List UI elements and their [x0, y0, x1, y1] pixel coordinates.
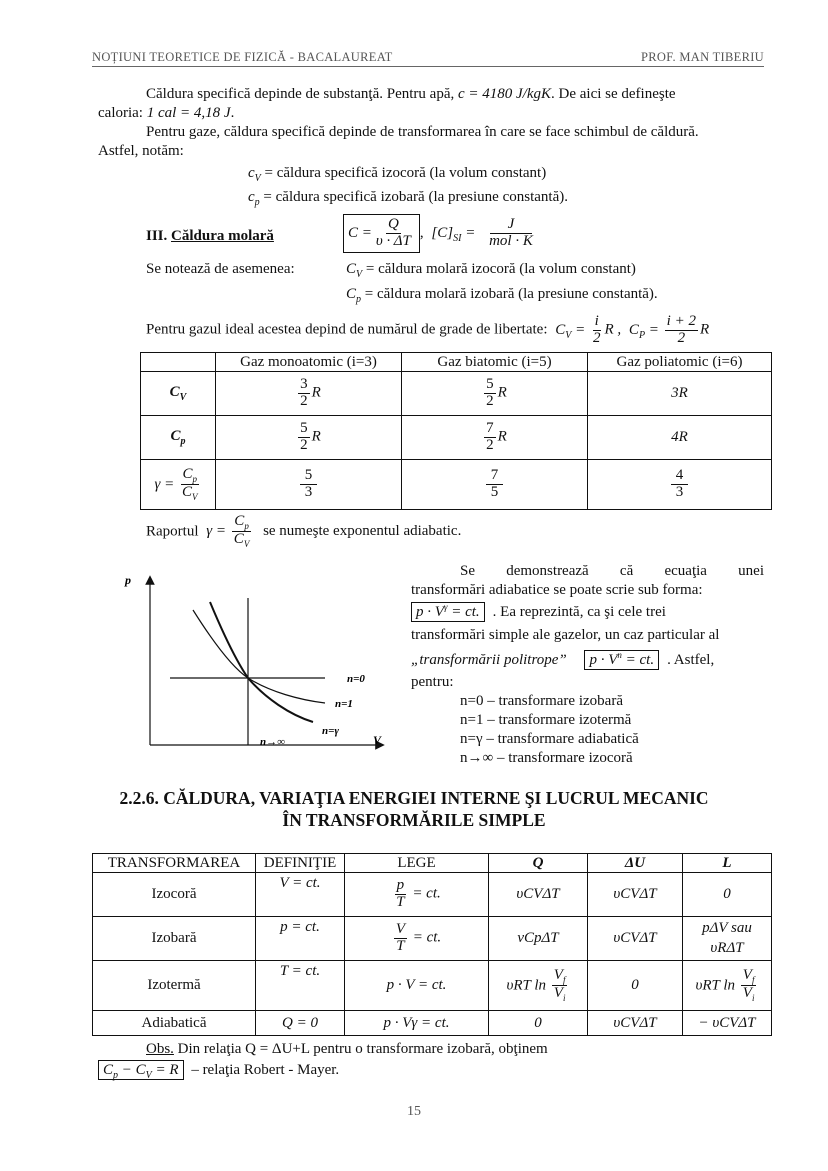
- table-row: $C_p$ $\frac{5}{2}$ R $\frac{7}{2}$ R 4R: [141, 416, 772, 460]
- graph-label-n0: n=0: [347, 673, 365, 685]
- simple-transformations-table: [92, 853, 772, 1036]
- intro-line-3: Pentru gaze, căldura specifică depinde de transformarea în care se face schimbul de căldură.: [146, 124, 699, 140]
- molar-cv-definition: $C_V$ = căldura molară izocoră (la volum constant): [346, 261, 636, 280]
- intro-line-1: Căldura specifică depinde de substanţă. Pentru apă, c = 4180 J/kgK. De aici se defineşte: [146, 86, 676, 102]
- molar-heat-formula: C = $\frac{Q}{\upsilon \cdot \Delta T}$ , $[C]_{SI}$ = $\frac{J}{\text{mol · K}}$: [343, 214, 537, 253]
- page-number: 15: [407, 1104, 421, 1119]
- col-l: L: [683, 854, 772, 873]
- adiabatic-p1: Se demonstrează că ecuaţia unei: [460, 563, 764, 579]
- ideal-gas-line: Pentru gazul ideal acestea depind de numărul de grade de libertate: $C_V$ = $\frac{i}{2}$ R , $C_P$ = $\frac{i + 2}{2}$ R: [146, 313, 710, 346]
- adiabatic-p3: $p \cdot V^\gamma$ = ct. . Ea reprezintă, ca şi cele trei: [411, 602, 666, 621]
- adiabat-curve: [210, 602, 313, 722]
- col-du: ΔU: [588, 854, 683, 873]
- table-row: γ = $\frac{C_p}{C_V}$ $\frac{5}{3}$ $\frac{7}{5}$ $\frac{4}{3}$: [141, 460, 772, 510]
- col-poliatomic: Gaz poliatomic (i=6): [588, 353, 772, 372]
- graph-label-ninf: n→∞: [260, 736, 285, 748]
- header-rule: [92, 66, 764, 67]
- case-n1: n=1 – transformare izotermă: [460, 712, 632, 728]
- section-3-title: III. Căldura molară: [146, 228, 274, 244]
- cp-definition: $c_p$ = căldura specifică izobară (la presiune constantă).: [248, 189, 568, 208]
- table-row: Izotermă T = ct. p · V = ct. υRT ln $\frac{V_f}{V_i}$ 0 υRT ln $\frac{V_f}{V_i}$: [93, 961, 772, 1011]
- cv-definition: $c_V$ = căldura specifică izocoră (la volum constant): [248, 165, 547, 184]
- noted-label: Se notează de asemenea:: [146, 261, 295, 277]
- graph-label-ngamma: n=γ: [322, 725, 339, 737]
- col-biatomic: Gaz biatomic (i=5): [402, 353, 588, 372]
- section-226-title-1: 2.2.6. CĂLDURA, VARIAŢIA ENERGIEI INTERNE ŞI LUCRUL MECANIC: [119, 788, 709, 808]
- table-row: $C_V$ $\frac{3}{2}$ R $\frac{5}{2}$ R 3R: [141, 372, 772, 416]
- robert-mayer-line: $C_p - C_V = R$ – relaţia Robert - Mayer.: [98, 1062, 339, 1081]
- case-n0: n=0 – transformare izobară: [460, 693, 623, 709]
- row-label-cp: $C_p$: [141, 416, 216, 460]
- graph-label-n1: n=1: [335, 698, 353, 710]
- intro-line-4: Astfel, notăm:: [98, 143, 184, 159]
- observation-line: Obs. Din relaţia Q = ΔU+L pentru o transformare izobară, obţinem: [146, 1041, 548, 1057]
- molar-cp-definition: $C_p$ = căldura molară izobară (la presiune constantă).: [346, 286, 658, 305]
- graph-label-p: p: [125, 573, 131, 587]
- adiabatic-ratio-line: Raportul γ = $\frac{C_p}{C_V}$ se numeşte exponentul adiabatic.: [146, 513, 462, 550]
- table-row: Izocoră V = ct. $\frac{p}{T}$ = ct. υCVΔT υCVΔT 0: [93, 873, 772, 917]
- col-q: Q: [489, 854, 588, 873]
- table-row: Izobară p = ct. $\frac{V}{T}$ = ct. νCpΔT υCVΔT pΔV sau υRΔT: [93, 917, 772, 961]
- adiabatic-p6: pentru:: [411, 674, 454, 690]
- row-label-cv: $C_V$: [141, 372, 216, 416]
- col-law: LEGE: [345, 854, 489, 873]
- table-row: Adiabatică Q = 0 p · Vγ = ct. 0 υCVΔT − υCVΔT: [93, 1011, 772, 1036]
- adiabatic-p5: „transformării politrope” $p \cdot V^n$ = ct. . Astfel,: [411, 650, 715, 668]
- graph-label-v: V: [373, 733, 382, 747]
- case-ninf: n→∞ – transformare izocoră: [460, 750, 633, 766]
- adiabatic-p4: transformări simple ale gazelor, un caz particular al: [411, 627, 720, 643]
- polytropic-graph: [115, 570, 405, 760]
- case-ngamma: n=γ – transformare adiabatică: [460, 731, 639, 747]
- intro-line-2: caloria: 1 cal = 4,18 J.: [98, 105, 235, 121]
- col-transformation: TRANSFORMAREA: [93, 854, 256, 873]
- row-label-gamma: γ = $\frac{C_p}{C_V}$: [141, 460, 216, 510]
- section-226-title-2: ÎN TRANSFORMĂRILE SIMPLE: [282, 810, 546, 830]
- running-header-left: NOȚIUNI TEORETICE DE FIZICĂ - BACALAUREAT: [92, 50, 393, 64]
- col-definition: DEFINIŢIE: [256, 854, 345, 873]
- adiabatic-p2: transformări adiabatice se poate scrie sub forma:: [411, 582, 703, 598]
- col-monoatomic: Gaz monoatomic (i=3): [216, 353, 402, 372]
- molar-heat-table: [140, 352, 772, 510]
- running-header-right: PROF. MAN TIBERIU: [641, 50, 764, 64]
